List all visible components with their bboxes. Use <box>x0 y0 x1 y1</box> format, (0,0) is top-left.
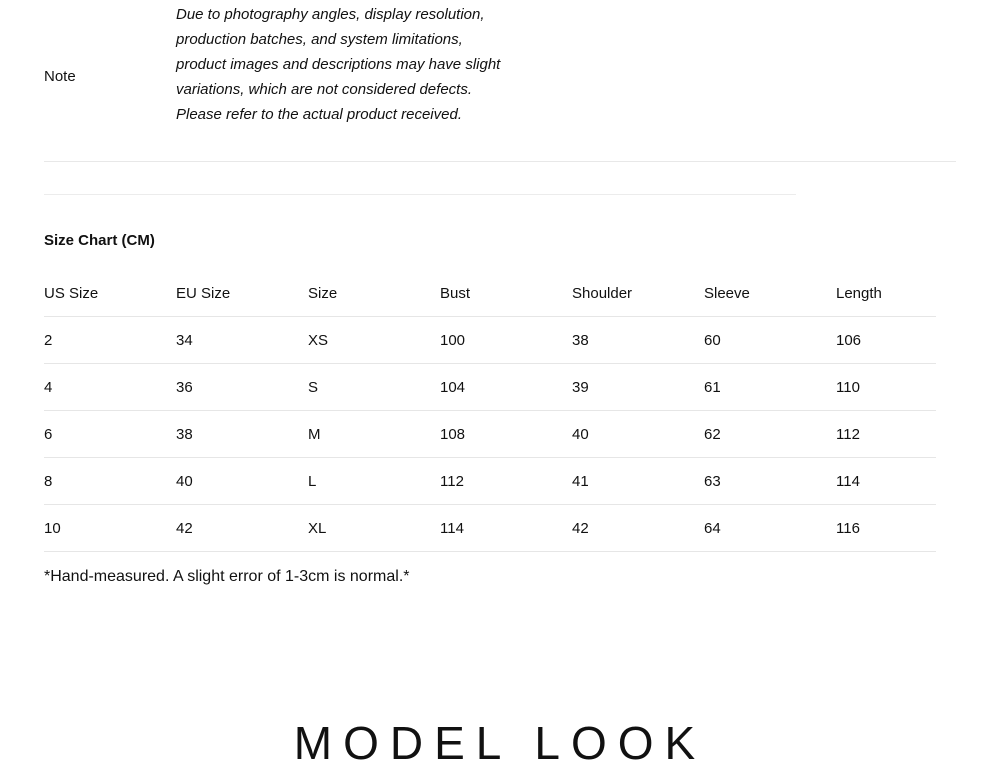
cell-bust: 104 <box>440 364 572 411</box>
table-row <box>44 317 936 364</box>
cell-bust: 100 <box>440 317 572 364</box>
cell-eu-size: 34 <box>176 317 308 364</box>
cell-bust: 114 <box>440 505 572 552</box>
cell-sleeve: 62 <box>704 411 836 458</box>
note-row <box>44 0 956 162</box>
cell-eu-size: 40 <box>176 458 308 505</box>
header-length: Length <box>836 270 936 317</box>
model-look-heading: MODEL LOOK <box>293 717 707 769</box>
table-row <box>44 505 936 552</box>
header-eu-size: EU Size <box>176 270 308 317</box>
size-chart-table <box>44 270 936 552</box>
header-sleeve: Sleeve <box>704 270 836 317</box>
header-bust: Bust <box>440 270 572 317</box>
cell-eu-size: 36 <box>176 364 308 411</box>
cell-sleeve: 63 <box>704 458 836 505</box>
cell-length: 112 <box>836 411 936 458</box>
cell-length: 106 <box>836 317 936 364</box>
cell-shoulder: 42 <box>572 505 704 552</box>
cell-us-size: 6 <box>44 411 176 458</box>
table-header-row <box>44 270 936 317</box>
cell-size: L <box>308 458 440 505</box>
cell-us-size: 10 <box>44 505 176 552</box>
cell-shoulder: 40 <box>572 411 704 458</box>
cell-shoulder: 38 <box>572 317 704 364</box>
cell-us-size: 8 <box>44 458 176 505</box>
cell-size: XS <box>308 317 440 364</box>
cell-bust: 108 <box>440 411 572 458</box>
table-row <box>44 458 936 505</box>
size-chart-title: Size Chart (CM) <box>44 232 155 249</box>
header-us-size: US Size <box>44 270 176 317</box>
cell-shoulder: 41 <box>572 458 704 505</box>
cell-length: 110 <box>836 364 936 411</box>
table-row <box>44 411 936 458</box>
cell-size: S <box>308 364 440 411</box>
section-divider <box>44 194 796 195</box>
cell-bust: 112 <box>440 458 572 505</box>
cell-shoulder: 39 <box>572 364 704 411</box>
table-row <box>44 364 936 411</box>
note-text: Due to photography angles, display resolution, production batches, and system limitations, product images and descriptions may have slight variations, which are not considered defects. Please refer to the actual product received. <box>176 6 501 123</box>
cell-us-size: 2 <box>44 317 176 364</box>
cell-length: 116 <box>836 505 936 552</box>
header-size: Size <box>308 270 440 317</box>
cell-sleeve: 61 <box>704 364 836 411</box>
cell-size: M <box>308 411 440 458</box>
header-shoulder: Shoulder <box>572 270 704 317</box>
size-chart-footnote: *Hand-measured. A slight error of 1-3cm is normal.* <box>44 568 410 585</box>
cell-eu-size: 38 <box>176 411 308 458</box>
cell-sleeve: 64 <box>704 505 836 552</box>
note-label: Note <box>44 68 76 85</box>
cell-sleeve: 60 <box>704 317 836 364</box>
cell-eu-size: 42 <box>176 505 308 552</box>
cell-size: XL <box>308 505 440 552</box>
cell-length: 114 <box>836 458 936 505</box>
cell-us-size: 4 <box>44 364 176 411</box>
